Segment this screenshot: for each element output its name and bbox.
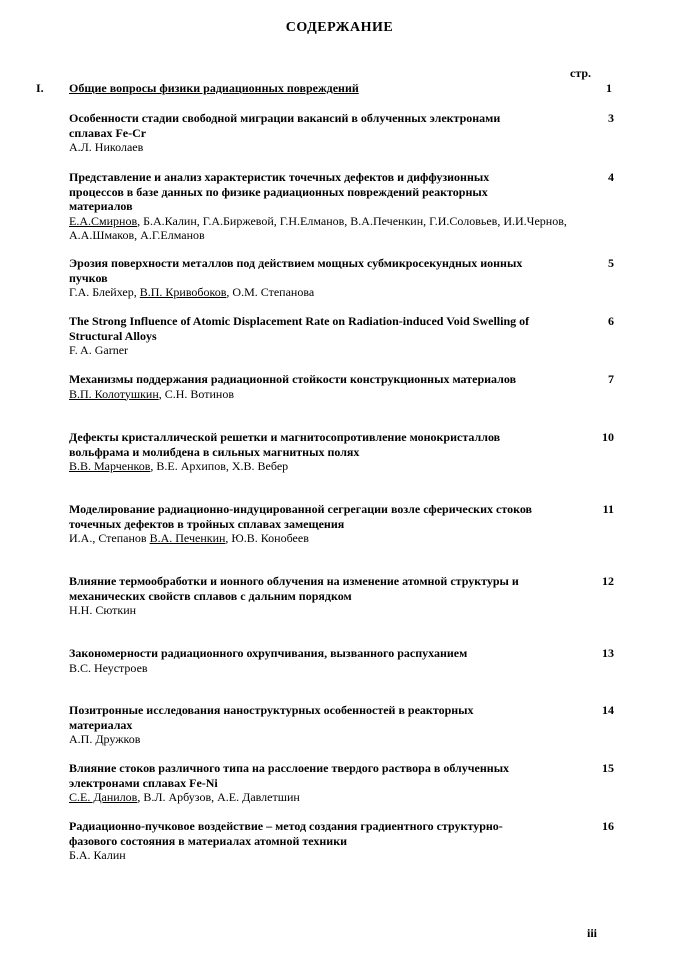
entry-page: 11 <box>602 502 614 516</box>
presenting-author: Е.А.Смирнов <box>69 213 138 228</box>
toc-entry <box>69 646 614 675</box>
toc-entry <box>69 574 614 618</box>
entry-page: 13 <box>602 646 614 660</box>
presenting-author: В.П. Колотушкин <box>69 386 159 401</box>
entry-page: 14 <box>602 703 614 717</box>
author-text: F. A. Garner <box>69 343 129 357</box>
toc-entry <box>69 314 614 358</box>
entry-page: 15 <box>602 761 614 775</box>
presenting-author: В.В. Марченков <box>69 459 151 473</box>
entry-title: Особенности стадии свободной миграции вакансий в облученных электронами сплавах Fe-Cr <box>69 111 501 140</box>
entry-title: Эрозия поверхности металлов под действием мощных субмикросекундных ионных пучков <box>69 256 523 285</box>
presenting-author: С.Е. Данилов <box>69 790 138 804</box>
entry-title: Влияние стоков различного типа на расслоение твердого раствора в облученных электронами сплавах Fe-Ni <box>69 761 510 790</box>
entry-authors <box>69 387 614 402</box>
entry-page: 3 <box>608 111 614 125</box>
toc-entry <box>69 502 614 546</box>
entry-title: Представление и анализ характеристик точечных дефектов и диффузионных процессов в базе данных по физике радиационных повреждений реакторных материалов <box>69 170 490 213</box>
author-text: , С.Н. Вотинов <box>158 386 235 401</box>
author-text: А.Л. Николаев <box>69 140 144 154</box>
author-text: В.С. Неустроев <box>69 660 148 675</box>
entry-title: Радиационно-пучковое воздействие – метод создания градиентного структурно-фазового состояния в материалах атомной техники <box>69 819 503 848</box>
section-page: 1 <box>606 81 612 95</box>
entry-authors <box>69 661 614 676</box>
toc-entry <box>69 703 614 747</box>
entry-authors <box>69 214 614 243</box>
entry-title: Закономерности радиационного охрупчивания, вызванного распуханием <box>69 646 468 660</box>
author-text: А.П. Дружков <box>69 732 141 746</box>
toc-entry <box>69 170 614 243</box>
entry-page: 5 <box>608 256 614 270</box>
toc-entry <box>69 430 614 474</box>
entry-title: Влияние термообработки и ионного облучения на изменение атомной структуры и механических свойств сплавов с дальним порядком <box>69 574 519 603</box>
toc-entry <box>69 761 614 805</box>
entry-page: 7 <box>608 372 614 386</box>
entry-title: Механизмы поддержания радиационной стойкости конструкционных материалов <box>69 372 517 386</box>
entry-title: Позитронные исследования наноструктурных особенностей в реакторных материалах <box>69 703 474 732</box>
entry-authors <box>69 603 614 618</box>
entry-page: 12 <box>602 574 614 588</box>
entry-title: Дефекты кристаллической решетки и магнитосопротивление монокристаллов вольфрама и молибдена в сильных магнитных полях <box>69 430 501 459</box>
entry-authors <box>69 285 614 300</box>
toc-entry <box>69 256 614 300</box>
presenting-author: В.П. Кривобоков <box>139 285 227 299</box>
entry-authors <box>69 531 614 546</box>
author-text: И.А., Степанов <box>69 531 150 545</box>
presenting-author: В.А. Печенкин <box>149 531 226 545</box>
entry-page: 6 <box>608 314 614 328</box>
author-text: , В.Е. Архипов, Х.В. Вебер <box>150 459 289 473</box>
entry-title: Моделирование радиационно-индуцированной сегрегации возле сферических стоков точечных дефектов в тройных сплавах замещения <box>69 502 533 531</box>
entry-authors <box>69 343 614 358</box>
toc-entry <box>69 372 614 401</box>
entry-authors <box>69 790 614 805</box>
author-text: , Ю.В. Конобеев <box>225 531 309 545</box>
entry-page: 16 <box>602 819 614 833</box>
author-text: , Б.А.Калин, Г.А.Биржевой, Г.Н.Елманов, В.А.Печенкин, Г.И.Соловьев, И.И.Чернов, А.А.Шмаков, А.Г.Елманов <box>69 213 567 242</box>
entry-authors <box>69 848 614 863</box>
toc-entry <box>69 819 614 863</box>
entry-authors <box>69 459 614 474</box>
section-name: Общие вопросы физики радиационных повреждений <box>69 81 359 95</box>
author-text: , В.Л. Арбузов, А.Е. Давлетшин <box>137 790 300 804</box>
page-number: iii <box>587 926 598 940</box>
author-text: , О.М. Степанова <box>226 285 315 299</box>
entry-authors <box>69 732 614 747</box>
entry-page: 10 <box>602 430 614 444</box>
author-text: Г.А. Блейхер, <box>69 285 140 299</box>
toc-entry <box>69 111 614 155</box>
entry-page: 4 <box>608 170 614 184</box>
entry-authors <box>69 140 614 155</box>
page-title: СОДЕРЖАНИЕ <box>285 20 394 35</box>
entry-title: The Strong Influence of Atomic Displacement Rate on Radiation-induced Void Swelling of Structural Alloys <box>69 314 530 343</box>
author-text: Б.А. Калин <box>69 848 126 862</box>
section-number: I. <box>36 81 44 95</box>
page-column-header: стр. <box>570 66 592 80</box>
author-text: Н.Н. Сюткин <box>69 603 137 617</box>
